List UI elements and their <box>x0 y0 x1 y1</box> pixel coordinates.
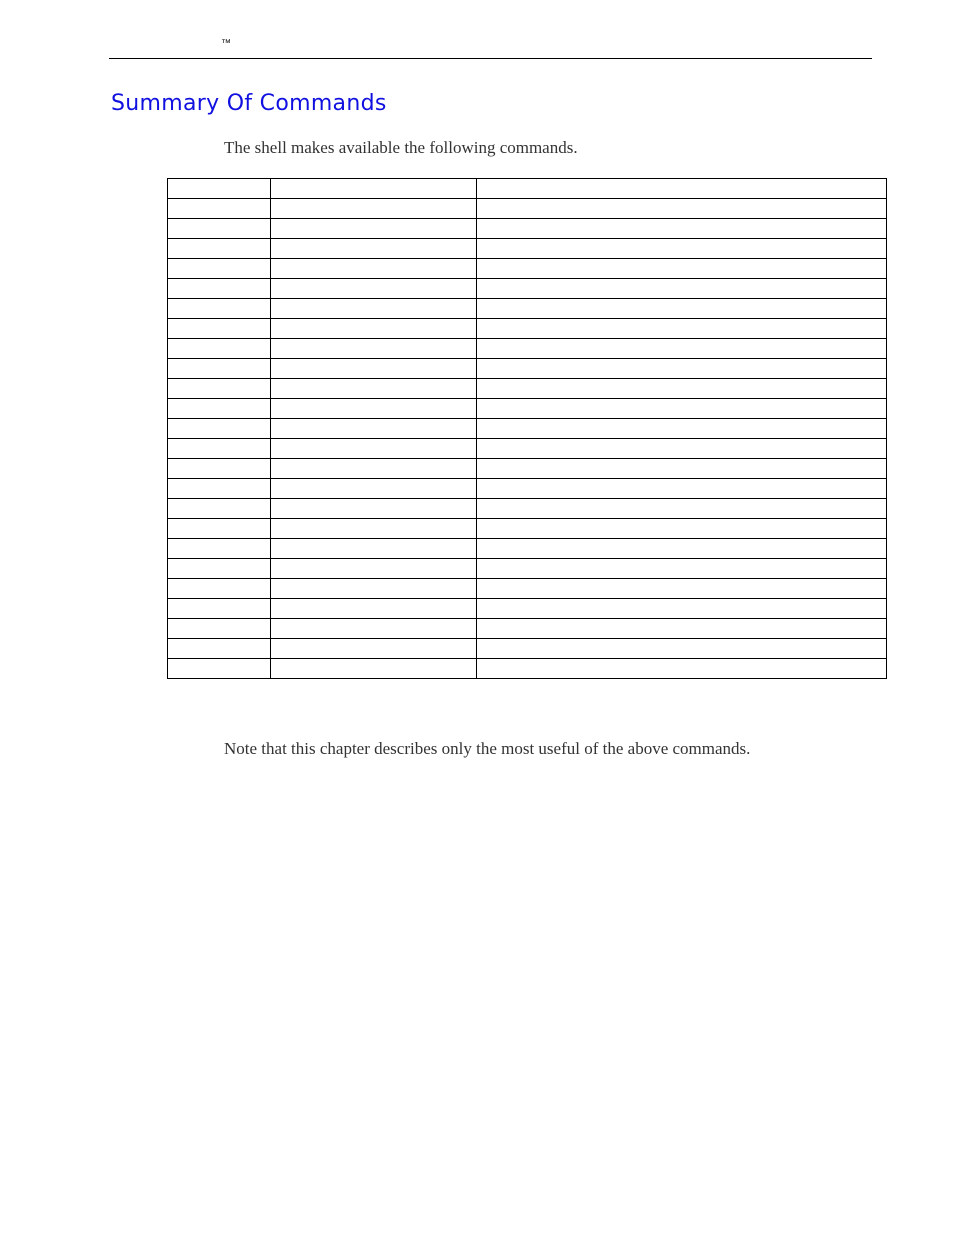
table-cell <box>168 499 271 519</box>
intro-paragraph: The shell makes available the following commands. <box>224 138 578 157</box>
table-cell <box>477 359 887 379</box>
table-cell <box>168 379 271 399</box>
table-cell <box>271 639 477 659</box>
table-cell <box>477 379 887 399</box>
table-cell <box>477 279 887 299</box>
table-cell <box>477 419 887 439</box>
table-cell <box>477 399 887 419</box>
table-cell <box>477 479 887 499</box>
table-row <box>168 379 887 399</box>
table-cell <box>168 279 271 299</box>
table-cell <box>477 259 887 279</box>
table-row <box>168 399 887 419</box>
table-cell <box>271 339 477 359</box>
table-cell <box>271 259 477 279</box>
table-cell <box>271 199 477 219</box>
table-cell <box>271 219 477 239</box>
table-cell <box>168 219 271 239</box>
table-row <box>168 439 887 459</box>
table-cell <box>168 239 271 259</box>
table-row <box>168 519 887 539</box>
table-cell <box>477 579 887 599</box>
table-row <box>168 279 887 299</box>
table-row <box>168 359 887 379</box>
table-cell <box>168 179 271 199</box>
table-cell <box>477 499 887 519</box>
table-cell <box>271 359 477 379</box>
table-cell <box>271 319 477 339</box>
table-row <box>168 299 887 319</box>
table-row <box>168 339 887 359</box>
table-cell <box>477 459 887 479</box>
table-cell <box>168 199 271 219</box>
table-row <box>168 639 887 659</box>
table-cell <box>271 179 477 199</box>
table-cell <box>168 639 271 659</box>
table-cell <box>271 299 477 319</box>
table-row <box>168 579 887 599</box>
section-title: Summary Of Commands <box>111 91 387 116</box>
commands-table-body <box>168 179 887 679</box>
table-cell <box>168 399 271 419</box>
table-cell <box>168 559 271 579</box>
table-cell <box>477 659 887 679</box>
table-cell <box>271 279 477 299</box>
table-cell <box>477 639 887 659</box>
table-cell <box>271 619 477 639</box>
table-cell <box>168 419 271 439</box>
table-row <box>168 199 887 219</box>
table-cell <box>271 499 477 519</box>
table-row <box>168 179 887 199</box>
table-row <box>168 319 887 339</box>
table-cell <box>477 319 887 339</box>
table-row <box>168 479 887 499</box>
table-cell <box>477 299 887 319</box>
table-cell <box>271 519 477 539</box>
table-cell <box>271 599 477 619</box>
table-cell <box>271 539 477 559</box>
table-cell <box>168 479 271 499</box>
commands-table <box>167 178 887 679</box>
table-cell <box>271 419 477 439</box>
table-cell <box>477 179 887 199</box>
table-cell <box>271 459 477 479</box>
table-cell <box>168 619 271 639</box>
note-paragraph: Note that this chapter describes only the most useful of the above commands. <box>224 739 751 758</box>
table-cell <box>168 539 271 559</box>
header-divider <box>109 58 872 59</box>
table-cell <box>168 519 271 539</box>
header-trademark: ™ <box>221 38 231 49</box>
table-row <box>168 659 887 679</box>
table-cell <box>271 479 477 499</box>
table-cell <box>168 339 271 359</box>
table-cell <box>477 199 887 219</box>
table-cell <box>271 579 477 599</box>
table-row <box>168 559 887 579</box>
table-row <box>168 419 887 439</box>
table-row <box>168 539 887 559</box>
table-cell <box>477 559 887 579</box>
table-row <box>168 619 887 639</box>
table-cell <box>168 359 271 379</box>
table-cell <box>271 439 477 459</box>
table-cell <box>271 559 477 579</box>
table-row <box>168 599 887 619</box>
table-cell <box>477 519 887 539</box>
table-row <box>168 239 887 259</box>
table-row <box>168 459 887 479</box>
table-cell <box>477 239 887 259</box>
table-row <box>168 259 887 279</box>
table-cell <box>168 259 271 279</box>
table-cell <box>271 379 477 399</box>
table-cell <box>168 599 271 619</box>
table-cell <box>477 439 887 459</box>
table-cell <box>477 539 887 559</box>
table-cell <box>168 439 271 459</box>
table-cell <box>477 599 887 619</box>
table-cell <box>271 659 477 679</box>
table-cell <box>477 619 887 639</box>
table-row <box>168 219 887 239</box>
table-cell <box>271 239 477 259</box>
table-cell <box>168 579 271 599</box>
table-row <box>168 499 887 519</box>
table-cell <box>168 299 271 319</box>
table-cell <box>477 339 887 359</box>
table-cell <box>168 659 271 679</box>
table-cell <box>168 459 271 479</box>
table-cell <box>168 319 271 339</box>
table-cell <box>271 399 477 419</box>
table-cell <box>477 219 887 239</box>
